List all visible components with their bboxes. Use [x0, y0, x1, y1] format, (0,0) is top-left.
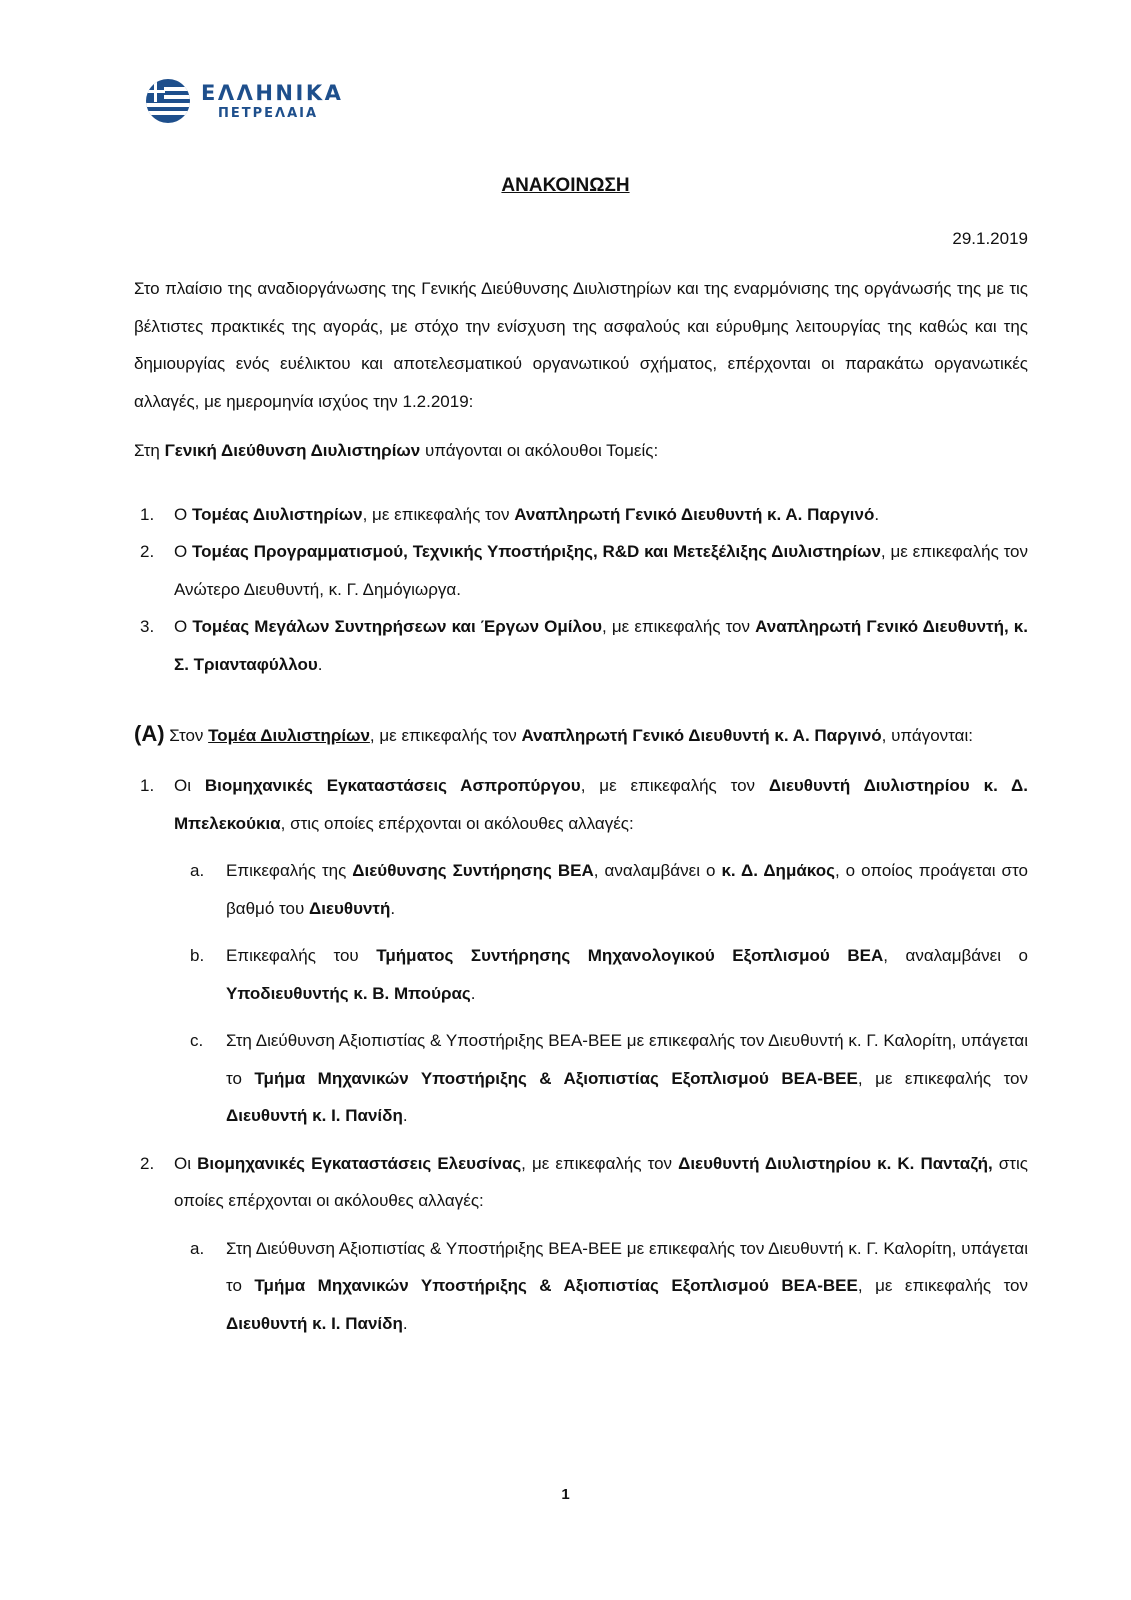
- sub-text: Στη Διεύθυνση Αξιοπιστίας & Υποστήριξης ΒΕΑ-ΒΕΕ με επικεφαλής τον Διευθυντή κ. Γ. Καλορίτη, υπάγεται το Τμήμα Μηχανικών Υποστήριξης & Αξιοπιστίας Εξοπλισμού ΒΕΑ-ΒΕΕ, με επικεφαλής τον Διευθυντή κ. Ι. Πανίδη.: [226, 1238, 1029, 1333]
- list-text: Ο Τομέας Προγραμματισμού, Τεχνικής Υποστήριξης, R&D και Μετεξέλιξης Διυλιστηρίων, με επικεφαλής τον Ανώτερο Διευθυντή, κ. Γ. Δημόγιωργα.: [174, 542, 1029, 599]
- list-text: Οι Βιομηχανικές Εγκαταστάσεις Ασπροπύργου, με επικεφαλής τον Διευθυντή Διυλιστηρίου κ. Δ. Μπελεκούκια, στις οποίες επέρχονται οι ακόλουθες αλλαγές:: [174, 776, 1028, 833]
- sub-item: [190, 852, 1028, 927]
- sub-number: a.: [190, 1238, 205, 1258]
- list-item: [134, 608, 1028, 683]
- list-number: 1.: [140, 504, 155, 524]
- list-text: Ο Τομέας Διυλιστηρίων, με επικεφαλής τον Αναπληρωτή Γενικό Διευθυντή κ. Α. Παργινό.: [174, 504, 880, 524]
- sub-text: Επικεφαλής της Διεύθυνσης Συντήρησης ΒΕΑ, αναλαμβάνει ο κ. Δ. Δημάκος, ο οποίος προάγεται στο βαθμό του Διευθυντή.: [226, 861, 1028, 918]
- document-date: 29.1.2019: [952, 229, 1028, 248]
- sub-number: a.: [190, 861, 205, 880]
- sub-number: c.: [190, 1031, 204, 1050]
- logo-name: ΕΛΛΗΝΙΚΑ: [201, 80, 344, 105]
- list-number: 2.: [140, 1153, 155, 1173]
- gd-paragraph: [134, 432, 1028, 470]
- gd-bold: Γενική Διεύθυνση Διυλιστηρίων: [164, 441, 421, 460]
- section-a-label: (A): [134, 721, 165, 746]
- logo-subname: ΠΕΤΡΕΛΑΙΑ: [218, 105, 319, 121]
- sub-item: [190, 1230, 1028, 1343]
- list-item: [134, 767, 1028, 1135]
- list-text: Οι Βιομηχανικές Εγκαταστάσεις Ελευσίνας, με επικεφαλής τον Διευθυντή Διυλιστηρίου κ. Κ. Πανταζή, στις οποίες επέρχονται οι ακόλουθες αλλαγές:: [174, 1153, 1028, 1210]
- list-item: [134, 496, 1028, 534]
- list-item: [134, 533, 1028, 608]
- sub-number: b.: [190, 946, 205, 965]
- gd-text: Στη: [134, 441, 165, 460]
- company-logo: [145, 78, 343, 124]
- list-item: [134, 1145, 1028, 1343]
- sub-text: Επικεφαλής του Τμήματος Συντήρησης Μηχανολογικού Εξοπλισμού ΒΕΑ, αναλαμβάνει ο Υποδιευθυντής κ. Β. Μπούρας.: [226, 946, 1028, 1003]
- list-number: 2.: [140, 542, 155, 561]
- logo-emblem-icon: [145, 78, 191, 124]
- document-title: ΑΝΑΚΟΙΝΩΣΗ: [501, 175, 630, 196]
- gd-text-end: υπάγονται οι ακόλουθοι Τομείς:: [420, 441, 659, 460]
- list-number: 3.: [140, 617, 155, 636]
- document-body: [134, 270, 1028, 1342]
- sub-item: [190, 1022, 1028, 1135]
- section-a-list: [134, 767, 1028, 1342]
- section-a-underlined: Τομέα Διυλιστηρίων: [208, 726, 370, 745]
- section-a-heading: (A) Στον Τομέα Διυλιστηρίων, με επικεφαλής τον Αναπληρωτή Γενικό Διευθυντή κ. Α. Παργινό, υπάγονται:: [134, 721, 973, 746]
- intro-paragraph: Στο πλαίσιο της αναδιοργάνωσης της Γενικής Διεύθυνσης Διυλιστηρίων και της εναρμόνισης της οργάνωσής της με τις βέλτιστες πρακτικές της αγοράς, με στόχο την ενίσχυση της ασφαλούς και εύρυθμης λειτουργίας της καθώς και της δημιουργίας ενός ευέλικτου και αποτελεσματικού οργανωτικού σχήματος, επέρχονται οι παρακάτω οργανωτικές αλλαγές, με ημερομηνία ισχύος την 1.2.2019:: [134, 279, 1028, 411]
- sub-text: Στη Διεύθυνση Αξιοπιστίας & Υποστήριξης ΒΕΑ-ΒΕΕ με επικεφαλής τον Διευθυντή κ. Γ. Καλορίτη, υπάγεται το Τμήμα Μηχανικών Υποστήριξης & Αξιοπιστίας Εξοπλισμού ΒΕΑ-ΒΕΕ, με επικεφαλής τον Διευθυντή κ. Ι. Πανίδη.: [226, 1031, 1029, 1125]
- list-number: 1.: [140, 776, 155, 795]
- page-number: 1: [561, 1486, 570, 1503]
- sub-item: [190, 937, 1028, 1012]
- list-text: Ο Τομέας Μεγάλων Συντηρήσεων και Έργων Ομίλου, με επικεφαλής τον Αναπληρωτή Γενικό Διευθυντή, κ. Σ. Τριανταφύλλου.: [174, 617, 1029, 674]
- sector-list: [134, 496, 1028, 684]
